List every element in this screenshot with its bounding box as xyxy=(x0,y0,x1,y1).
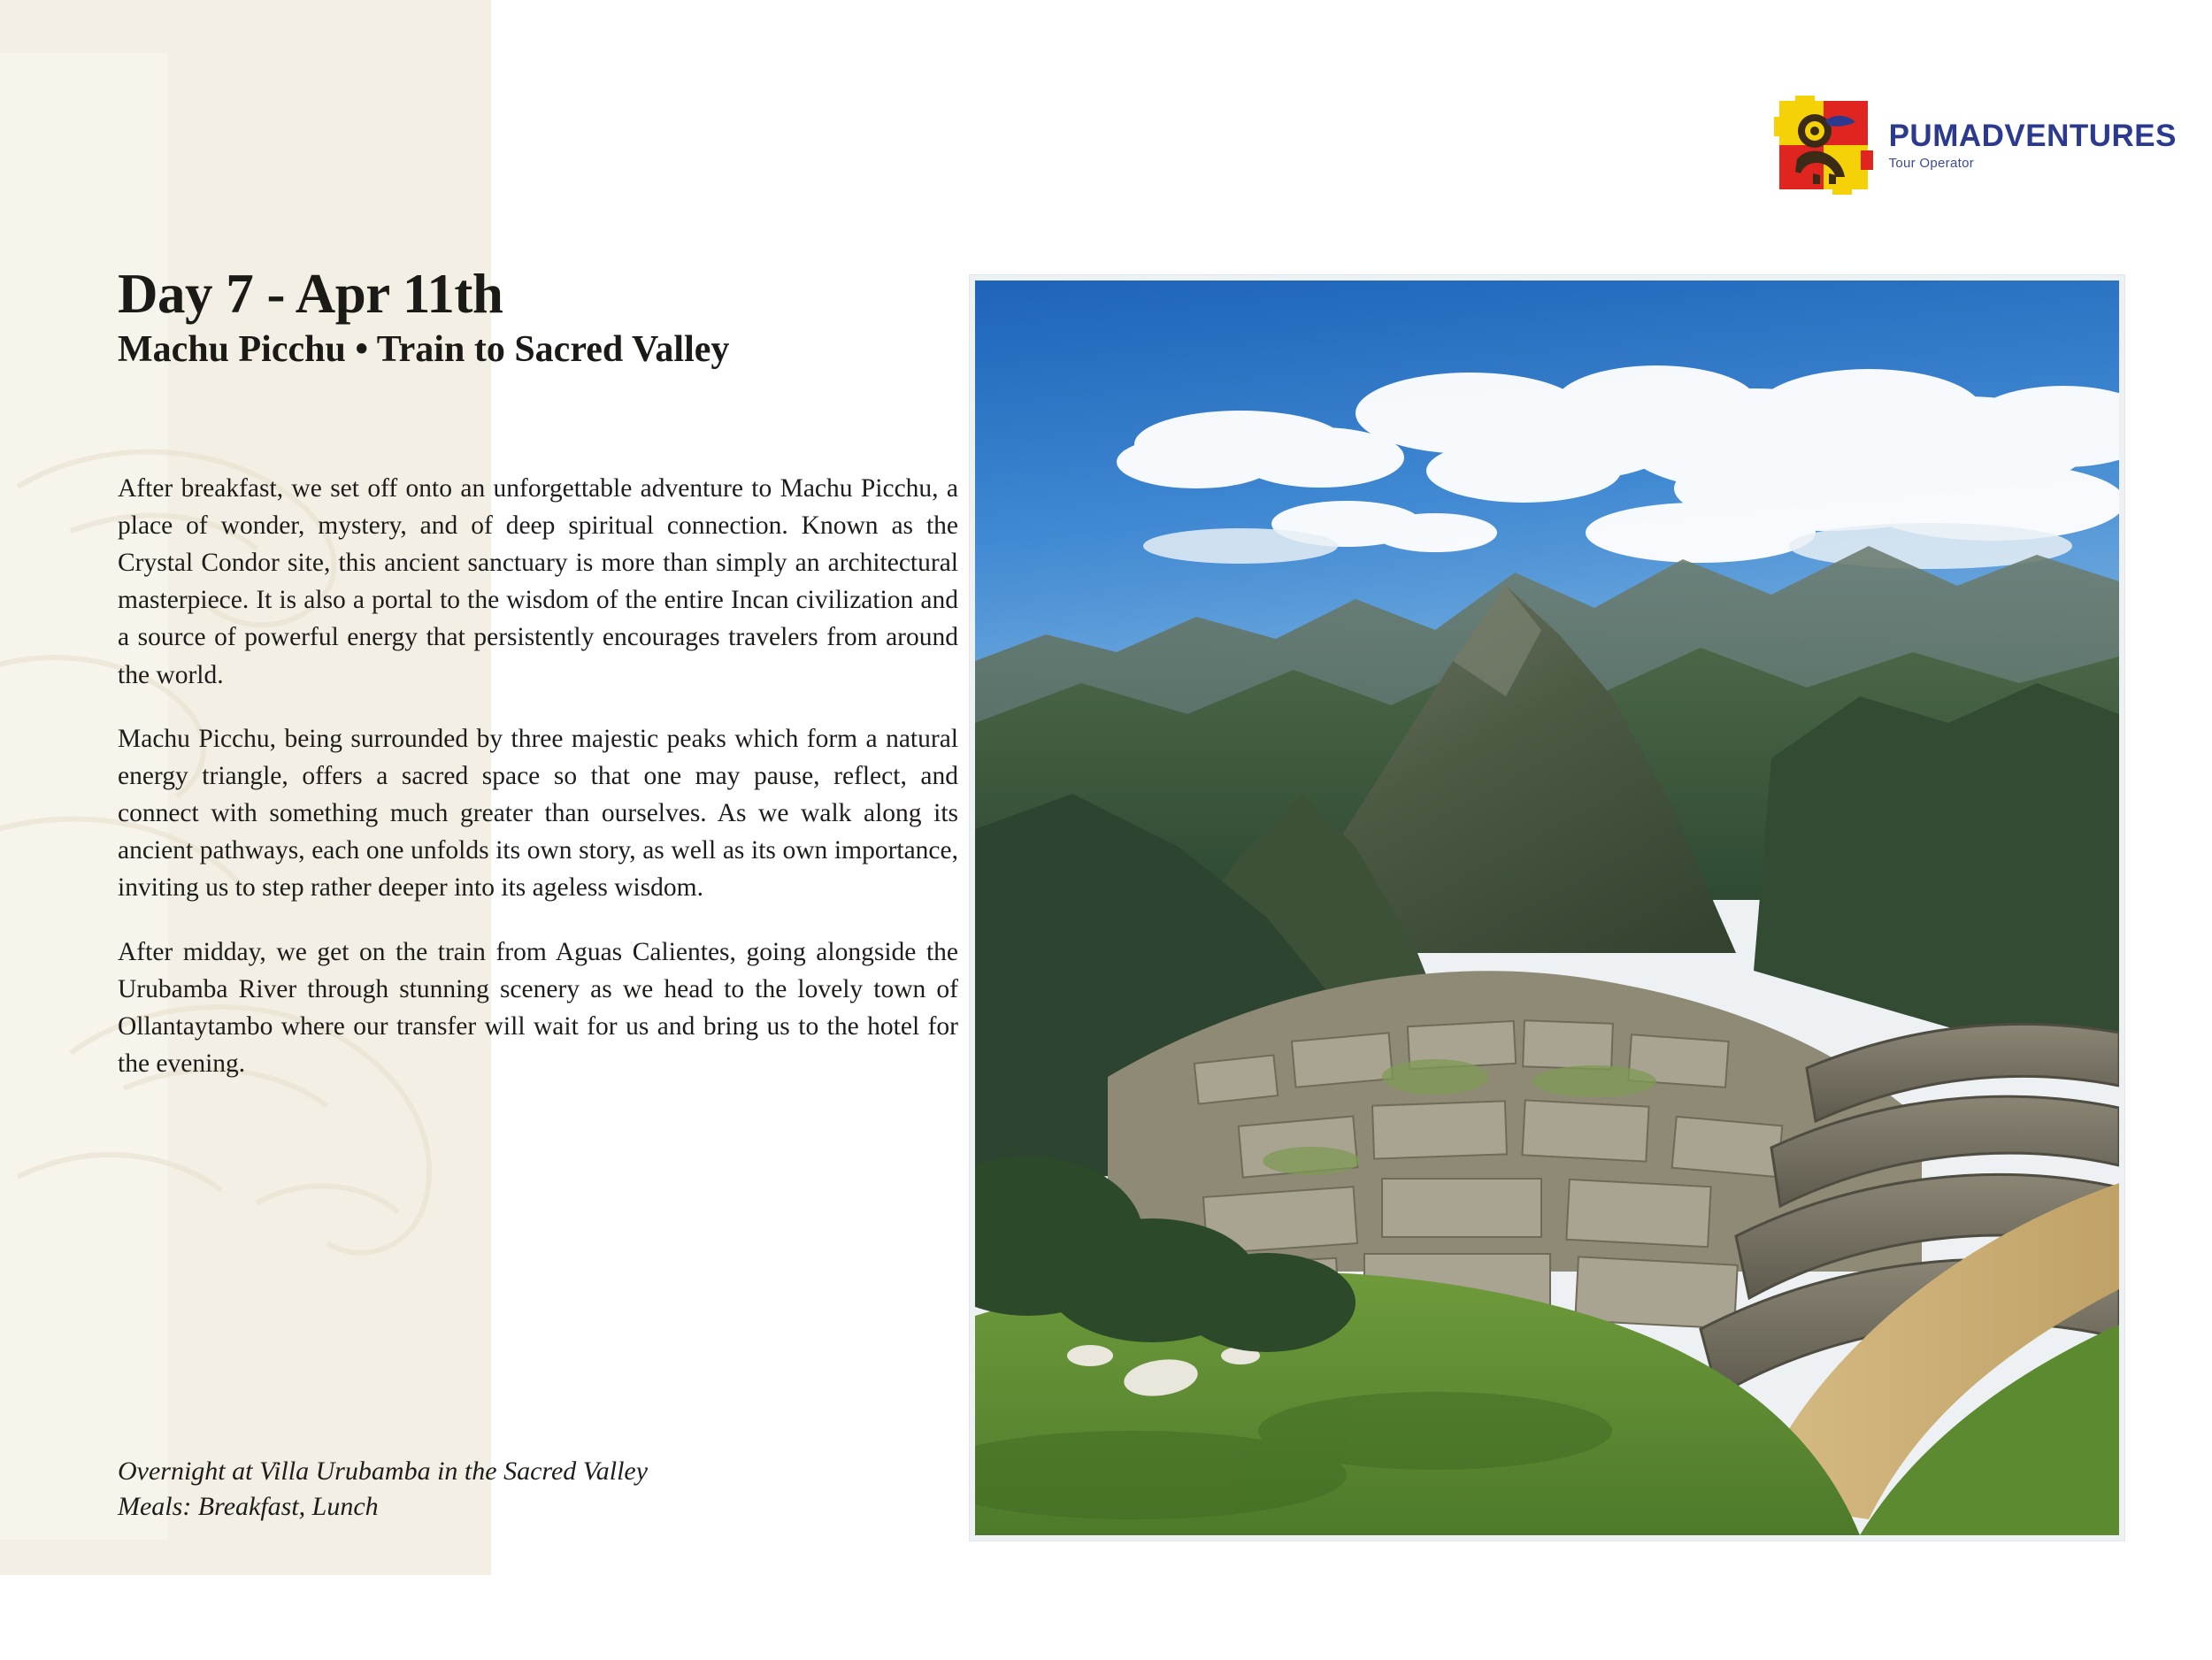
stay-and-meals-note xyxy=(118,1454,967,1525)
meals-text: Meals: Breakfast, Lunch xyxy=(118,1491,379,1521)
paragraph-1: After breakfast, we set off onto an unforgettable adventure to Machu Picchu, a place of wonder, mystery, and of deep spiritual connection. Known as the Crystal Condor site, this ancient sanctuary is more than simply an architectural masterpiece. It is also a portal to the wisdom of the entire Incan civilization and a source of powerful energy that persistently encourages travelers from around the world. xyxy=(118,473,958,689)
brand-name: PUMADVENTURES xyxy=(1888,119,2177,153)
overnight-text: Overnight at Villa Urubamba in the Sacred Valley xyxy=(118,1456,649,1486)
machu-picchu-photo xyxy=(975,281,2119,1535)
page-title: Day 7 - Apr 11th xyxy=(118,263,503,325)
paragraph-3: After midday, we get on the train from Aguas Calientes, going alongside the Urubamba River through stunning scenery as we head to the lovely town of Ollantaytambo where our transfer will wait for us and bring us to the hotel for the evening. xyxy=(118,937,958,1079)
description-body xyxy=(118,470,958,1083)
puma-logo-icon xyxy=(1774,96,1873,195)
itinerary-text-column xyxy=(118,265,958,1082)
brand-logo xyxy=(1774,96,2177,195)
page-subtitle: Machu Picchu • Train to Sacred Valley xyxy=(118,328,730,370)
brand-tagline: Tour Operator xyxy=(1888,156,1975,171)
paragraph-2: Machu Picchu, being surrounded by three majestic peaks which form a natural energy triangle, offers a sacred space so that one may pause, reflect, and connect with something much greater than ourselves. As we walk along its ancient pathways, each one unfolds its own story, as well as its own importance, inviting us to step rather deeper into its ageless wisdom. xyxy=(118,724,958,903)
machu-picchu-photo-frame xyxy=(970,275,2124,1541)
